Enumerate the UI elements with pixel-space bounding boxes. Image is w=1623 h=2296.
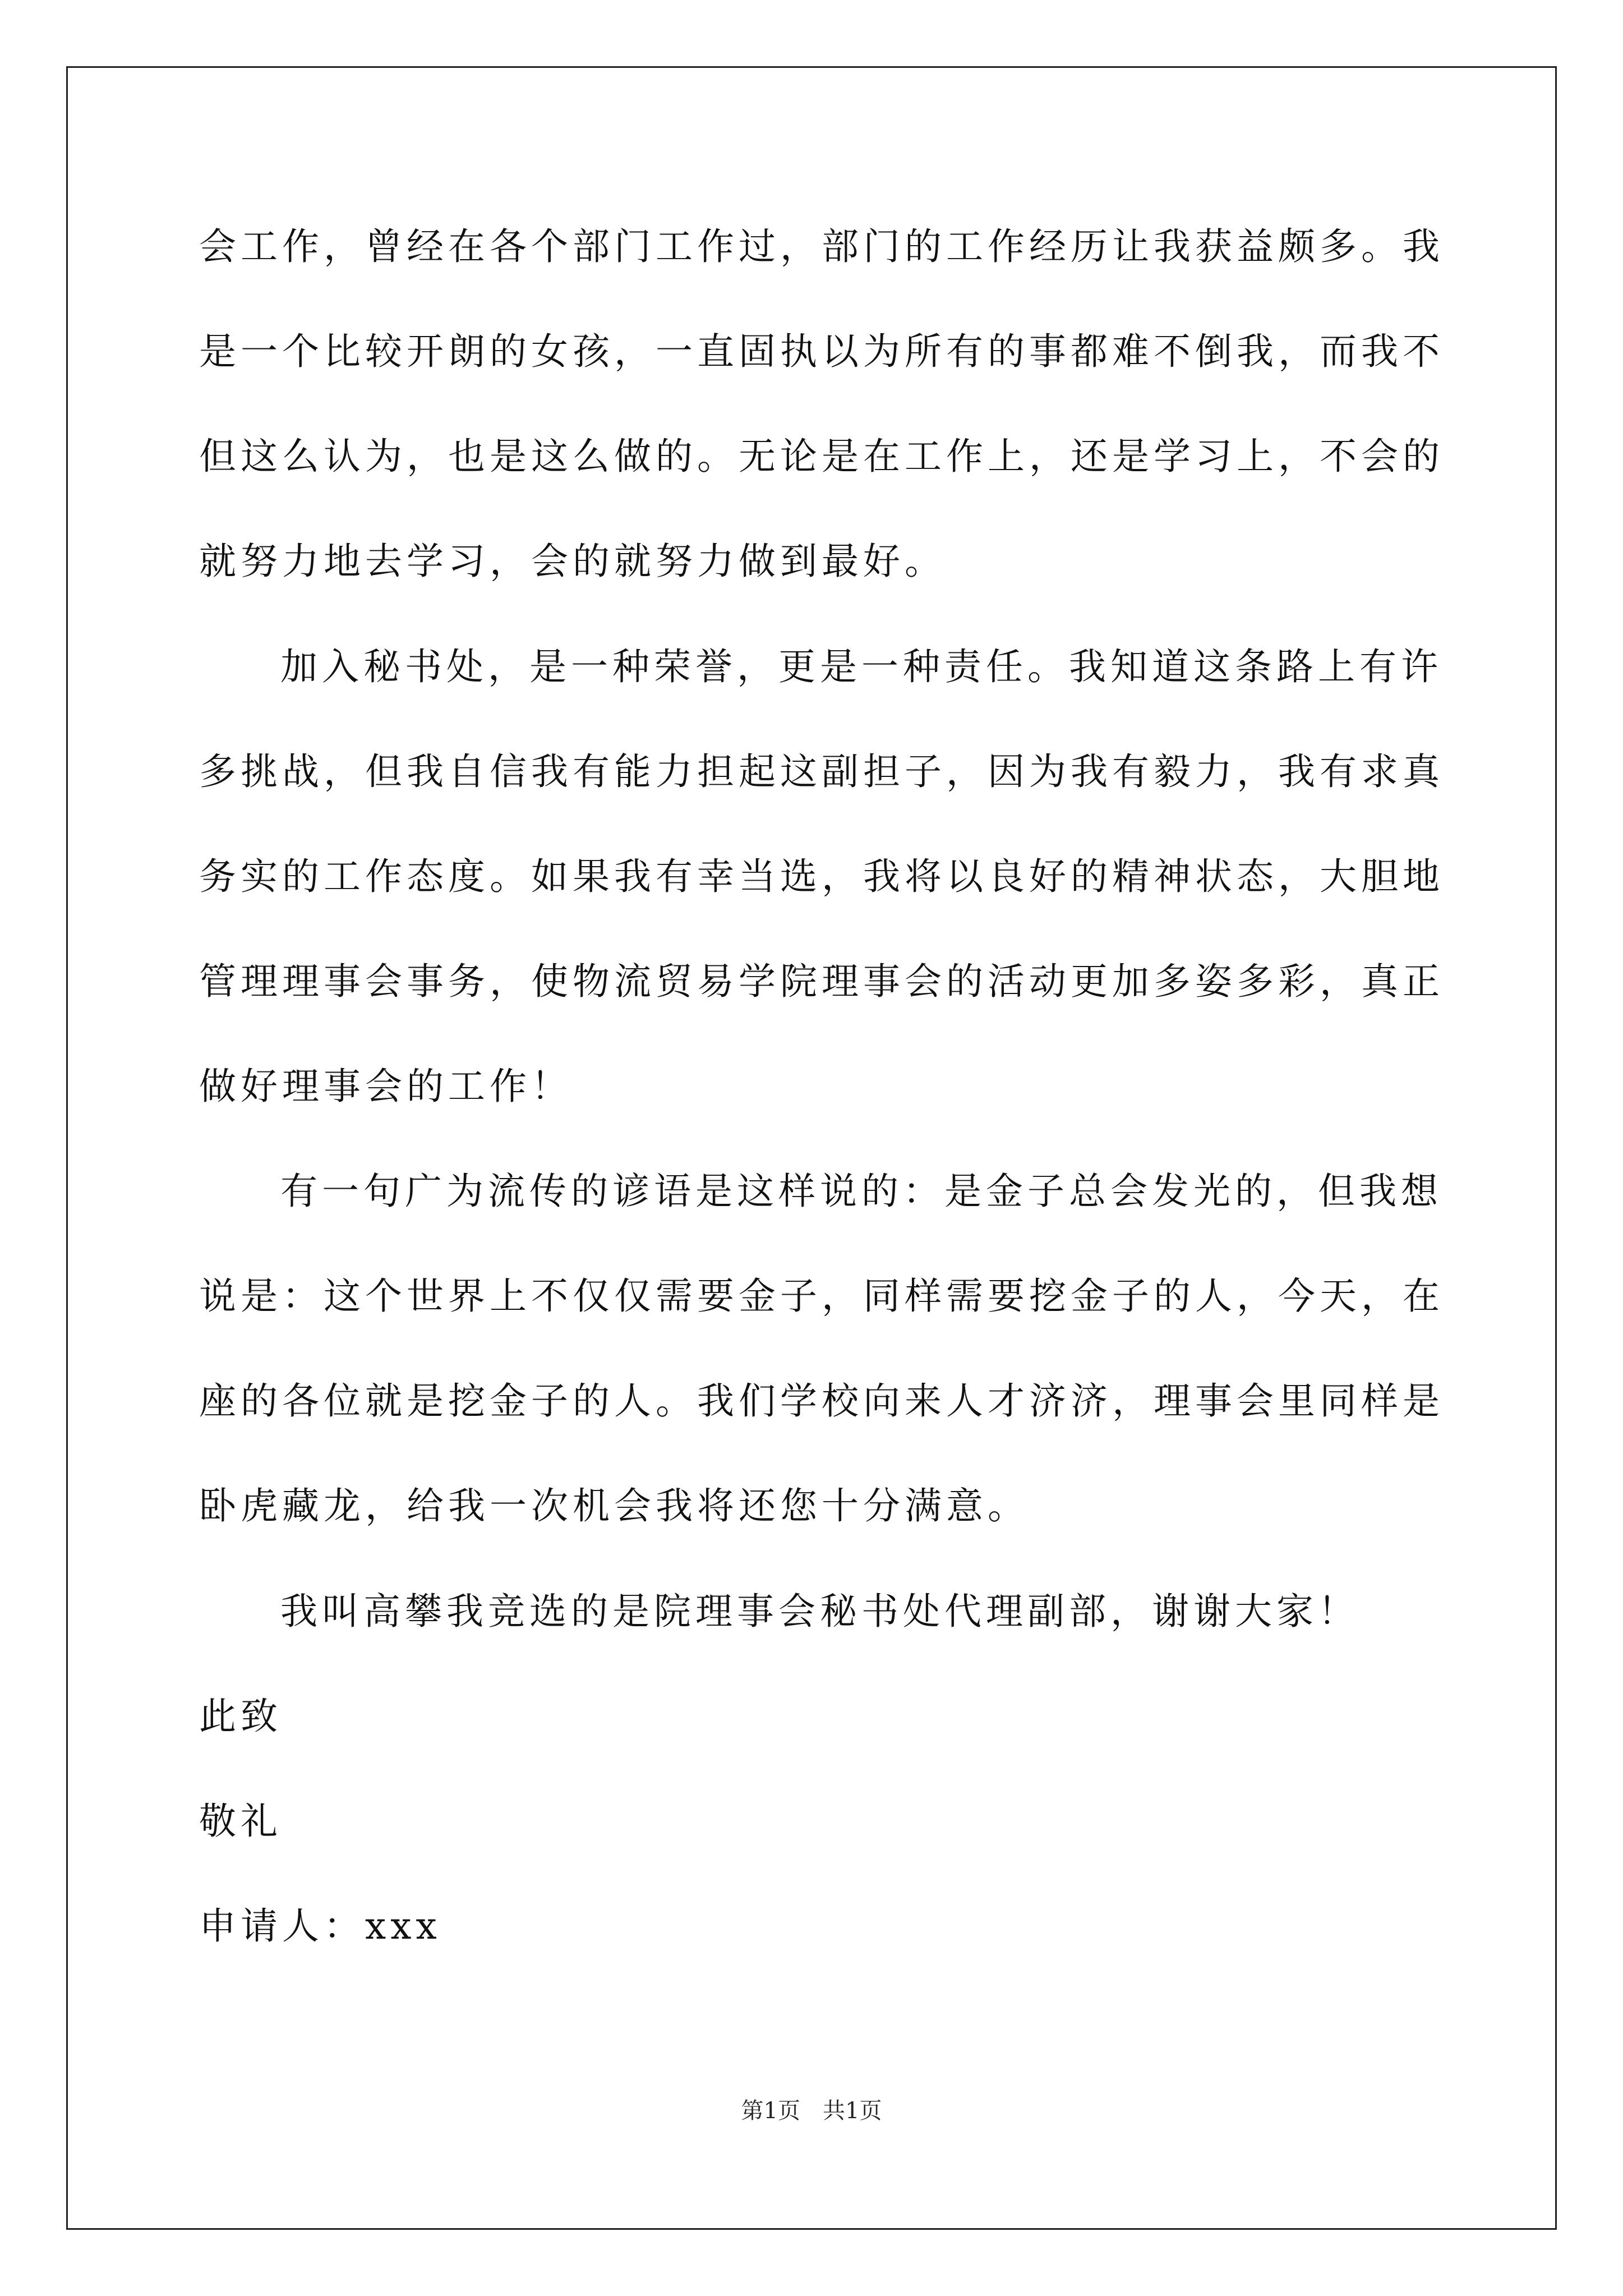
- paragraph-line: 座的各位就是挖金子的人。我们学校向来人才济济，理事会里同样是: [199, 1379, 1444, 1423]
- page-footer: [0, 2097, 1623, 2125]
- page-number: 第1页: [741, 2098, 800, 2124]
- paragraph-line: 会工作，曾经在各个部门工作过，部门的工作经历让我获益颇多。我: [199, 225, 1444, 268]
- paragraph-line: 做好理事会的工作！: [199, 1065, 573, 1108]
- paragraph-line: 我叫高攀我竞选的是院理事会秘书处代理副部，谢谢大家！: [280, 1590, 1359, 1633]
- closing-regards: 敬礼: [199, 1800, 282, 1843]
- paragraph-line: 是一个比较开朗的女孩，一直固执以为所有的事都难不倒我，而我不: [199, 330, 1444, 373]
- paragraph-line: 务实的工作态度。如果我有幸当选，我将以良好的精神状态，大胆地: [199, 855, 1444, 898]
- closing-salutation: 此致: [199, 1695, 282, 1738]
- paragraph-line: 卧虎藏龙，给我一次机会我将还您十分满意。: [199, 1484, 1029, 1527]
- paragraph-line: 加入秘书处，是一种荣誉，更是一种责任。我知道这条路上有许: [280, 645, 1442, 688]
- paragraph-line: 多挑战，但我自信我有能力担起这副担子，因为我有毅力，我有求真: [199, 750, 1444, 793]
- paragraph-line: 管理理事会事务，使物流贸易学院理事会的活动更加多姿多彩，真正: [199, 960, 1444, 1003]
- paragraph-line: 说是：这个世界上不仅仅需要金子，同样需要挖金子的人，今天，在: [199, 1274, 1444, 1318]
- page-total: 共1页: [823, 2098, 882, 2124]
- applicant-signature-line: 申请人：xxx: [199, 1904, 441, 1948]
- paragraph-line: 就努力地去学习，会的就努力做到最好。: [199, 540, 946, 583]
- paragraph-line: 有一句广为流传的谚语是这样说的：是金子总会发光的，但我想: [280, 1170, 1442, 1213]
- paragraph-line: 但这么认为，也是这么做的。无论是在工作上，还是学习上，不会的: [199, 435, 1444, 478]
